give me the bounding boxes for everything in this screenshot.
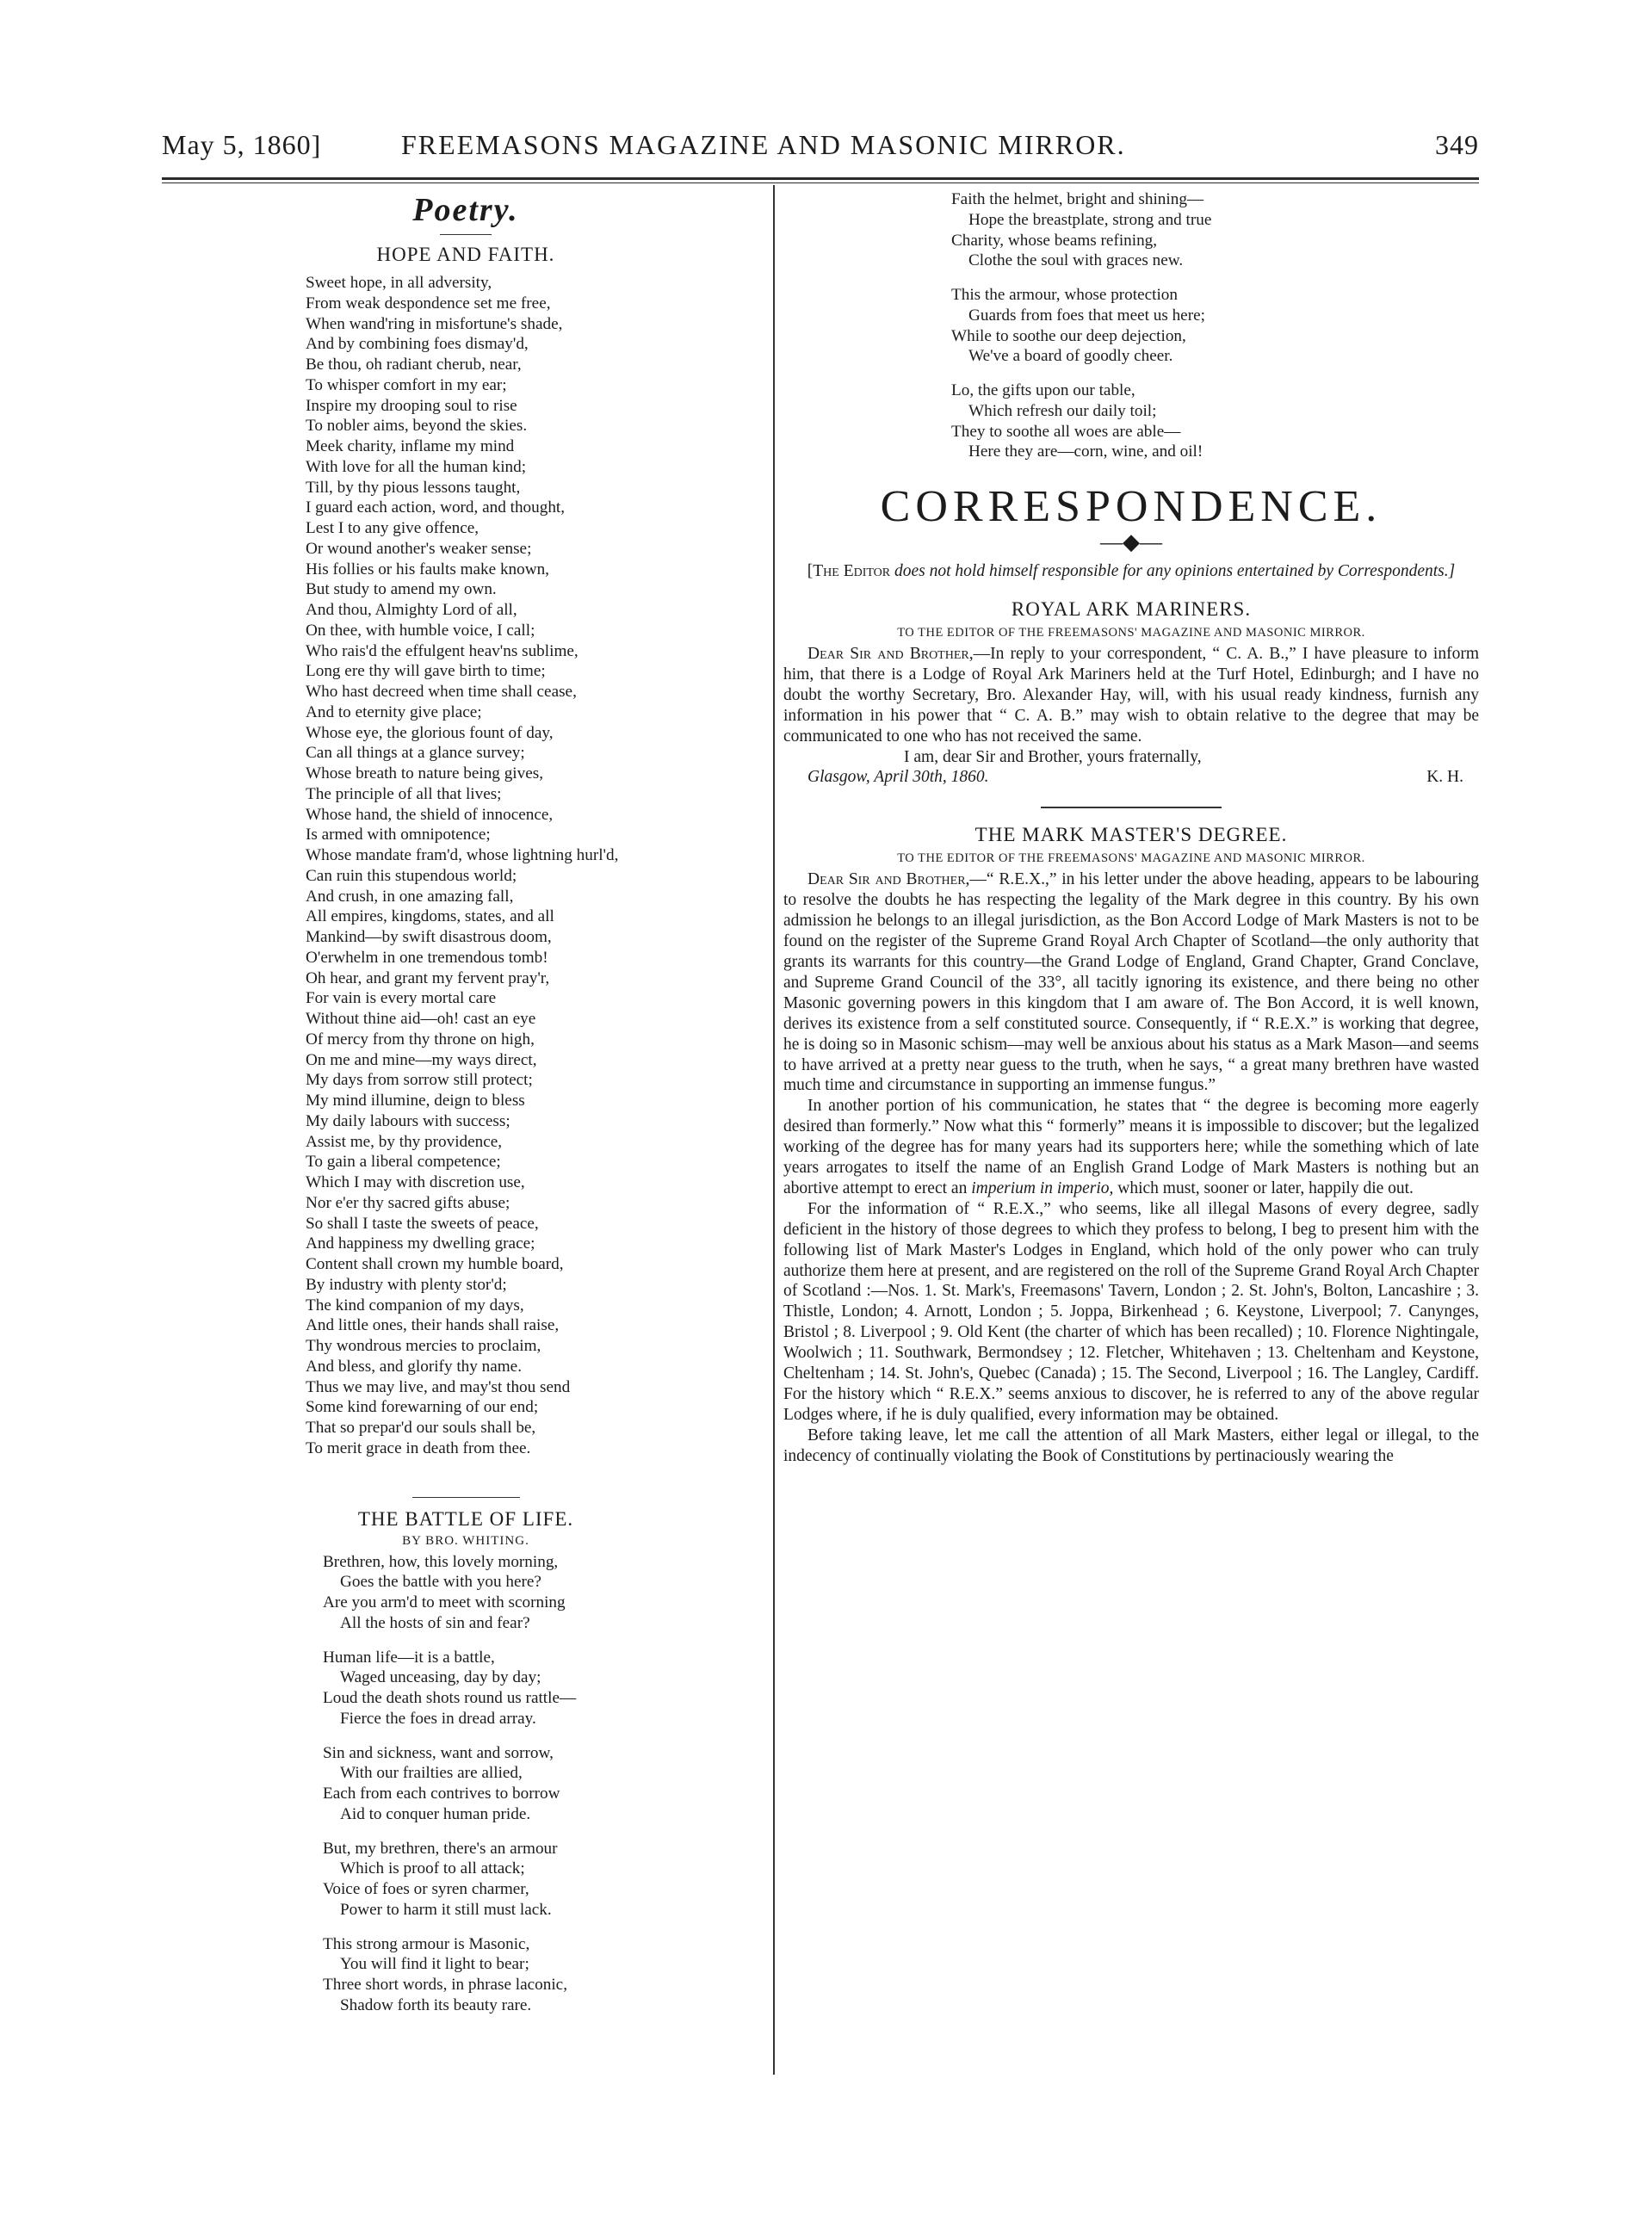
place-date: Glasgow, April 30th, 1860. xyxy=(807,768,989,787)
poem-line: My days from sorrow still protect; xyxy=(306,1071,533,1090)
poem-title-battle-of-life: THE BATTLE OF LIFE. xyxy=(357,1507,574,1530)
poem-line: Shadow forth its beauty rare. xyxy=(340,1995,532,2014)
poem-line: Assist me, by thy providence, xyxy=(306,1132,503,1151)
header-rule xyxy=(162,177,1479,180)
poem-line: All the hosts of sin and fear? xyxy=(340,1613,530,1632)
poem-line: Voice of foes or syren charmer, xyxy=(323,1880,529,1898)
poem-line: Thus we may live, and may'st thou send xyxy=(306,1377,571,1396)
poem-line: I guard each action, word, and thought, xyxy=(306,498,566,517)
poem-line: Whose eye, the glorious fount of day, xyxy=(306,723,554,742)
poem-line: Brethren, how, this lovely morning, xyxy=(323,1552,559,1571)
poem-line: Be thou, oh radiant cherub, near, xyxy=(306,356,522,374)
poem-line: This the armour, whose protection xyxy=(951,286,1178,304)
poem-line: Inspire my drooping soul to rise xyxy=(306,396,517,415)
article-title-mark-master: THE MARK MASTER'S DEGREE. xyxy=(974,824,1288,846)
poem-line: All empires, kingdoms, states, and all xyxy=(306,907,554,926)
poem-line: Are you arm'd to meet with scorning xyxy=(323,1593,566,1611)
paragraph-1: —“ R.E.X.,” in his letter under the above heading, appears to be labouring to resolve the doubts he has respecting the legality of the Mark degree in this country. By his own admission he belongs to an illegal jurisdiction, as the Bon Accord Lodge of Mark Masters is not to be found on the register of the Supreme Grand Royal Arch Chapter of Scotland—the only authority that grants its warrants for this country—the Grand Lodge of England, Grand Chapter, Grand Conclave, and Supreme Grand Council of the 33°, all tacitly ignoring its existence, and there being no other Masonic governing powers in this kingdom that I am aware of. The Bon Accord, it is well known, derives its existence from a self constituted source. Consequently, if “ R.E.X.” is working that degree, he is doing so in Masonic schism—may well be anxious about his status as a Mark Mason—and seems to have arrived at a pretty near guess to the truth, when he says, “ a great many brethren have wasted much time and circumstance in supporting an immense fungus.” xyxy=(783,870,1479,1095)
poem-line: Power to harm it still must lack. xyxy=(340,1900,552,1919)
poem-line: Can ruin this stupendous world; xyxy=(306,866,517,885)
poem-line: His follies or his faults make known, xyxy=(306,560,549,578)
header-rule-thin xyxy=(162,182,1479,183)
poem-line: Is armed with omnipotence; xyxy=(306,826,491,844)
poem-line: Aid to conquer human pride. xyxy=(340,1804,531,1823)
poem-line: Faith the helmet, bright and shining— xyxy=(951,190,1204,208)
poem-line: And crush, in one amazing fall, xyxy=(306,887,514,906)
poem-line: Loud the death shots round us rattle— xyxy=(323,1689,577,1707)
poem-line: Whose breath to nature being gives, xyxy=(306,764,543,783)
poem-line: Three short words, in phrase laconic, xyxy=(323,1976,567,1994)
poem-line: Mankind—by swift disastrous doom, xyxy=(306,928,552,946)
poem-line: O'erwhelm in one tremendous tomb! xyxy=(306,948,548,967)
poem-line: And by combining foes dismay'd, xyxy=(306,335,529,354)
poem-line: Goes the battle with you here? xyxy=(340,1573,541,1592)
article-separator xyxy=(1041,807,1222,808)
poem-line: To merit grace in death from thee. xyxy=(306,1438,531,1457)
poem-line: This strong armour is Masonic, xyxy=(323,1934,530,1953)
poem-line: Waged unceasing, day by day; xyxy=(340,1668,541,1687)
article-body-royal-ark xyxy=(783,644,1479,747)
page-number: 349 xyxy=(1435,129,1479,160)
poem-battle-of-life xyxy=(323,1552,764,2016)
stanza xyxy=(323,1934,764,2016)
poem-line: Who rais'd the effulgent heav'ns sublime, xyxy=(306,641,579,660)
poem-line: While to soothe our deep dejection, xyxy=(951,326,1186,345)
poem-line: Thy wondrous mercies to proclaim, xyxy=(306,1337,541,1355)
poem-title-hope-and-faith: HOPE AND FAITH. xyxy=(376,244,555,265)
poem-separator xyxy=(412,1497,520,1498)
poem-line: Till, by thy pious lessons taught, xyxy=(306,478,521,497)
poem-line: Long ere thy will gave birth to time; xyxy=(306,662,546,681)
poem-line: When wand'ring in misfortune's shade, xyxy=(306,314,563,333)
poem-line: With our frailties are allied, xyxy=(340,1764,523,1783)
left-column xyxy=(168,189,764,2030)
poem-line: On me and mine—my ways direct, xyxy=(306,1050,537,1069)
paragraph-3: For the information of “ R.E.X.,” who seems, like all illegal Masons of every degree, sadly deficient in the history of those degrees to which they profess to belong, I beg to present him with the following list of Mark Master's Lodges in England, which hold of the only power who can truly authorize them here at present, and are registered on the roll of the Supreme Grand Royal Arch Chapter of Scotland :—Nos. 1. St. Mark's, Freemasons' Tavern, London ; 2. St. John's, Bolton, Lancashire ; 3. Thistle, London; 4. Arnott, London ; 5. Joppa, Birkenhead ; 6. Keystone, Liverpool; 7. Canynges, Bristol ; 8. Liverpool ; 9. Old Kent (the charter of which has been recalled) ; 10. Florence Nightingale, Woolwich ; 11. Southwark, Bermondsey ; 12. Fletcher, Whitehaven ; 13. Cheltenham and Keystone, Cheltenham ; 14. St. John's, Quebec (Canada) ; 15. The Second, Liverpool ; 16. The Langley, Cardiff. For the history which “ R.E.X.” seems anxious to discover, he is referred to any of the above regular Lodges where, if he is duly qualified, every information may be obtained. xyxy=(783,1199,1479,1424)
poem-line: Whose hand, the shield of innocence, xyxy=(306,805,554,824)
poem-line: Meek charity, inflame my mind xyxy=(306,437,515,455)
paragraph-4: Before taking leave, let me call the attention of all Mark Masters, either legal or illegal, to the indecency of continually violating the Book of Constitutions by pertinaciously wearing the xyxy=(783,1426,1479,1465)
poem-line: With love for all the human kind; xyxy=(306,457,527,476)
poem-line: On thee, with humble voice, I call; xyxy=(306,621,535,640)
poem-line: Guards from foes that meet us here; xyxy=(968,306,1205,325)
poem-line: The principle of all that lives; xyxy=(306,784,502,803)
poem-line: Sin and sickness, want and sorrow, xyxy=(323,1743,554,1762)
poem-line: Who hast decreed when time shall cease, xyxy=(306,683,577,701)
poem-line: Some kind forewarning of our end; xyxy=(306,1398,539,1417)
poem-hope-and-faith xyxy=(306,273,764,1459)
place-date-line xyxy=(807,767,1479,788)
poem-line: And happiness my dwelling grace; xyxy=(306,1234,535,1253)
salutation: Dear Sir and Brother, xyxy=(807,870,970,889)
poem-line: They to soothe all woes are able— xyxy=(951,422,1181,441)
correspondence-heading: CORRESPONDENCE. xyxy=(880,482,1383,531)
poem-line: By industry with plenty stor'd; xyxy=(306,1275,507,1294)
poem-line: Human life—it is a battle, xyxy=(323,1648,495,1667)
poem-line: But study to amend my own. xyxy=(306,580,497,599)
header-title: FREEMASONS MAGAZINE AND MASONIC MIRROR. xyxy=(401,129,1126,160)
poem-line: So shall I taste the sweets of peace, xyxy=(306,1214,539,1233)
ornament-icon: —◆— xyxy=(1100,529,1162,554)
letter-text: —In reply to your correspondent, “ C. A. B.,” I have pleasure to inform him, that there is a Lodge of Royal Ark Mariners held at the Turf Hotel, Edinburgh; and I have no doubt the worthy Secretary, Bro. Alexander Hay, will, with his usual ready kindness, furnish any information in his power that “ C. A. B.” may wish to obtain relative to the degree that may be communicated to one who has not received the same. xyxy=(783,645,1479,745)
poem-line: My mind illumine, deign to bless xyxy=(306,1092,525,1110)
author-initials: K. H. xyxy=(1426,768,1463,787)
poem-line: And to eternity give place; xyxy=(306,702,482,721)
poem-line: To whisper comfort in my ear; xyxy=(306,375,507,394)
stanza xyxy=(323,1648,764,1729)
poem-line: Or wound another's weaker sense; xyxy=(306,539,532,558)
stanza xyxy=(323,1743,764,1825)
poem-line: For vain is every mortal care xyxy=(306,989,497,1008)
poem-line: Of mercy from thy throne on high, xyxy=(306,1030,535,1049)
poem-byline: BY BRO. WHITING. xyxy=(402,1533,529,1548)
poem-line: Here they are—corn, wine, and oil! xyxy=(968,442,1203,461)
signoff: I am, dear Sir and Brother, yours fraternally, xyxy=(904,747,1202,766)
poem-line: Which I may with discretion use, xyxy=(306,1173,525,1191)
poetry-section-title: Poetry. xyxy=(412,192,519,228)
paragraph-2-italic: imperium in imperio, xyxy=(971,1178,1114,1197)
stanza xyxy=(951,285,1479,367)
editor-note-rest: does not hold himself responsible for any opinions entertained by Correspondents.] xyxy=(890,562,1456,580)
poem-line: Clothe the soul with graces new. xyxy=(968,251,1184,270)
salutation: Dear Sir and Brother, xyxy=(807,645,974,663)
stanza xyxy=(323,1552,764,1634)
stanza xyxy=(323,1839,764,1921)
poem-battle-of-life-continued xyxy=(951,189,1479,462)
editor-note-prefix: [The Editor xyxy=(807,562,891,580)
poem-line: Which is proof to all attack; xyxy=(340,1859,525,1878)
stanza xyxy=(951,380,1479,462)
poetry-rule xyxy=(440,234,492,235)
poem-line: Which refresh our daily toil; xyxy=(968,401,1157,420)
poem-line: And bless, and glorify thy name. xyxy=(306,1357,522,1376)
poem-line: My daily labours with success; xyxy=(306,1111,510,1130)
poem-line: And little ones, their hands shall raise, xyxy=(306,1316,560,1335)
paragraph-2b: which must, sooner or later, happily die out. xyxy=(1113,1178,1414,1197)
poem-line: To nobler aims, beyond the skies. xyxy=(306,417,528,436)
poem-line: Lo, the gifts upon our table, xyxy=(951,381,1135,399)
poem-line: We've a board of goodly cheer. xyxy=(968,347,1173,366)
poem-line: But, my brethren, there's an armour xyxy=(323,1839,558,1858)
poem-line: Hope the breastplate, strong and true xyxy=(968,210,1212,229)
column-divider xyxy=(773,185,775,2075)
poem-line: Fierce the foes in dread array. xyxy=(340,1709,536,1728)
poem-line: Whose mandate fram'd, whose lightning hurl'd, xyxy=(306,846,619,864)
poem-line: Each from each contrives to borrow xyxy=(323,1785,560,1803)
poem-line: Lest I to any give offence, xyxy=(306,519,480,537)
poem-line: To gain a liberal competence; xyxy=(306,1153,501,1172)
article-body-mark-master xyxy=(783,869,1479,1466)
article-title-royal-ark: ROYAL ARK MARINERS. xyxy=(1011,598,1252,620)
paragraph-2a: In another portion of his communication, he states that “ the degree is becoming more eagerly desired than formerly.” Now what this “ formerly” means it is impossible to discover; but the legalized working of the degree has for many years had its supporters here; while the something which of late years arrogates to itself the name of an English Grand Lodge of Mark Masters is nothing but an abortive attempt to erect an xyxy=(783,1097,1479,1197)
poem-line: From weak despondence set me free, xyxy=(306,294,551,312)
editor-disclaimer xyxy=(783,560,1479,583)
poem-line: The kind companion of my days, xyxy=(306,1296,524,1315)
right-column xyxy=(783,189,1479,1467)
poem-line: Nor e'er thy sacred gifts abuse; xyxy=(306,1193,510,1212)
header-date: May 5, 1860] xyxy=(162,129,322,160)
article-addressee: TO THE EDITOR OF THE FREEMASONS' MAGAZINE AND MASONIC MIRROR. xyxy=(897,851,1365,866)
poem-line: And thou, Almighty Lord of all, xyxy=(306,601,517,619)
article-addressee: TO THE EDITOR OF THE FREEMASONS' MAGAZINE AND MASONIC MIRROR. xyxy=(897,626,1365,640)
poem-line: Sweet hope, in all adversity, xyxy=(306,274,492,292)
poem-line: That so prepar'd our souls shall be, xyxy=(306,1419,536,1437)
stanza xyxy=(951,189,1479,271)
poem-line: Can all things at a glance survey; xyxy=(306,744,525,763)
poem-line: Content shall crown my humble board, xyxy=(306,1255,564,1273)
poem-line: You will find it light to bear; xyxy=(340,1955,529,1974)
poem-line: Oh hear, and grant my fervent pray'r, xyxy=(306,968,550,987)
poem-line: Charity, whose beams refining, xyxy=(951,231,1158,250)
running-header xyxy=(162,129,1479,169)
poem-line: Without thine aid—oh! cast an eye xyxy=(306,1010,536,1028)
